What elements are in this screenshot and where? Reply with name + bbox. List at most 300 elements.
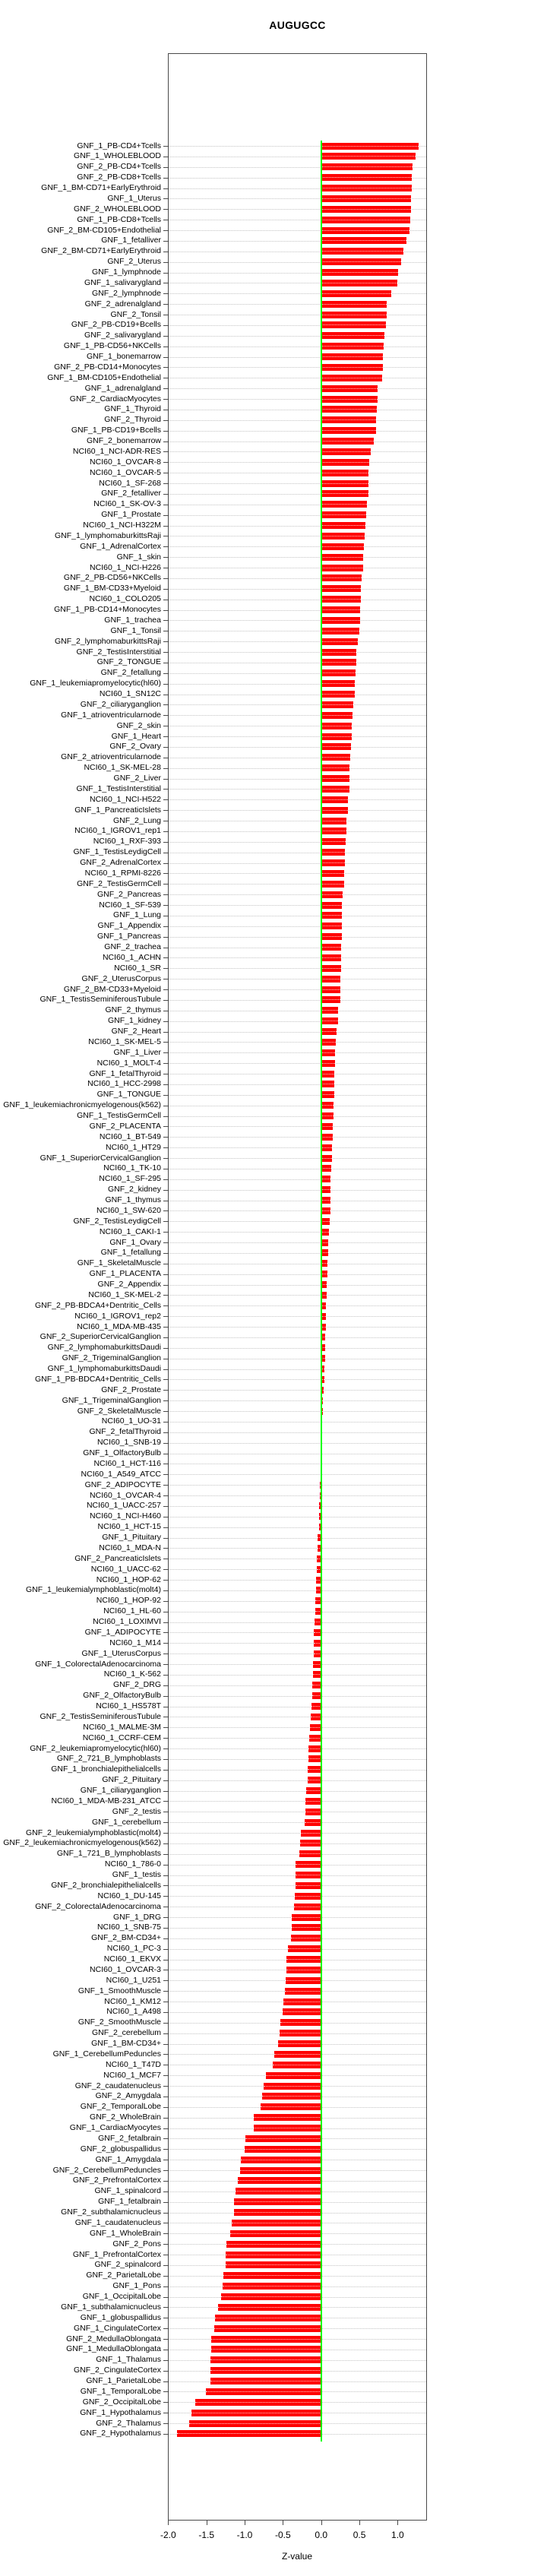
row-grid-line <box>169 1632 426 1633</box>
row-grid-line <box>169 1759 426 1760</box>
bar <box>221 2293 321 2300</box>
category-label: GNF_1_lymphomaburkittsRaji <box>54 530 161 540</box>
bar-grid-dots <box>321 1137 333 1138</box>
y-axis-tick <box>163 894 168 895</box>
bar-grid-dots <box>189 2423 321 2424</box>
bar <box>321 554 363 561</box>
bar <box>273 2062 321 2068</box>
bar <box>191 2410 321 2416</box>
y-axis-tick <box>163 462 168 463</box>
category-label: GNF_1_Pancreas <box>96 932 161 941</box>
row-grid-line <box>169 1369 426 1370</box>
y-axis-tick <box>163 810 168 811</box>
bar-grid-dots <box>274 2054 321 2055</box>
bar <box>305 1819 321 1826</box>
y-axis-tick <box>163 620 168 621</box>
y-axis-tick <box>163 1580 168 1581</box>
y-axis-tick <box>163 2170 168 2171</box>
row-grid-line <box>169 1095 426 1096</box>
bar-grid-dots <box>321 989 340 990</box>
bar <box>321 986 340 993</box>
y-axis-tick <box>163 1390 168 1391</box>
y-axis-tick <box>163 2297 168 2298</box>
bar <box>321 174 413 181</box>
bar-grid-dots <box>262 2096 321 2097</box>
category-label: GNF_2_adrenalgland <box>84 299 161 309</box>
row-grid-line <box>169 1305 426 1306</box>
bar-grid-dots <box>321 156 416 157</box>
category-label: NCI60_1_UACC-257 <box>86 1501 161 1511</box>
bar-grid-dots <box>321 493 368 494</box>
category-label: GNF_2_TestisInterstitial <box>76 647 161 657</box>
category-label: GNF_2_globuspallidus <box>80 2144 161 2154</box>
row-grid-line <box>169 905 426 906</box>
category-label: GNF_1_TestisInterstitial <box>76 783 161 793</box>
row-grid-line <box>169 1232 426 1233</box>
row-grid-line <box>169 884 426 885</box>
row-grid-line <box>169 1052 426 1053</box>
row-grid-line <box>169 1432 426 1433</box>
bar-grid-dots <box>321 399 378 400</box>
category-label: GNF_2_PB-CD14+Monocytes <box>54 362 161 372</box>
row-grid-line <box>169 1126 426 1127</box>
bar <box>321 807 348 814</box>
category-label: GNF_2_TemporalLobe <box>80 2102 161 2112</box>
category-label: GNF_1_lymphnode <box>91 267 161 277</box>
y-axis-tick <box>163 2118 168 2119</box>
y-axis-tick <box>163 178 168 179</box>
y-axis-tick <box>163 1242 168 1243</box>
bar <box>321 1186 330 1193</box>
y-axis-tick <box>163 2033 168 2034</box>
y-axis-tick <box>163 2202 168 2203</box>
bar <box>321 596 361 603</box>
row-grid-line <box>169 1316 426 1317</box>
row-grid-line <box>169 1843 426 1844</box>
row-grid-line <box>169 526 426 527</box>
bar <box>295 1893 321 1900</box>
row-grid-line <box>169 1801 426 1802</box>
bar <box>321 565 363 571</box>
category-label: GNF_2_bonemarrow <box>86 436 161 445</box>
bar-grid-dots <box>321 409 377 410</box>
bar <box>234 2209 321 2216</box>
category-label: GNF_1_CingulateCortex <box>74 2323 161 2333</box>
y-axis-tick <box>163 989 168 990</box>
bar <box>309 1735 321 1742</box>
y-axis-tick <box>163 188 168 189</box>
category-label: NCI60_1_SNB-19 <box>96 1438 161 1448</box>
category-label: GNF_1_Pituitary <box>102 1533 161 1543</box>
bar <box>321 669 356 676</box>
bar-grid-dots <box>321 968 341 969</box>
y-axis-tick <box>163 325 168 326</box>
bar-grid-dots <box>286 1980 321 1981</box>
x-axis-title: Z-value <box>281 2551 312 2562</box>
category-label: GNF_1_Ovary <box>109 1237 161 1247</box>
category-label: NCI60_1_SNB-75 <box>96 1923 161 1932</box>
category-label: GNF_1_fetalThyroid <box>89 1068 161 1078</box>
category-label: GNF_1_TemporalLobe <box>80 2386 161 2396</box>
y-axis-tick <box>163 1685 168 1686</box>
bar-grid-dots <box>321 852 345 853</box>
y-axis-tick <box>163 578 168 579</box>
category-label: NCI60_1_MDA-MB-435 <box>77 1321 161 1331</box>
bar <box>321 1071 334 1078</box>
category-label: GNF_2_PLACENTA <box>89 1121 161 1131</box>
category-label: GNF_2_Liver <box>113 774 161 783</box>
x-axis-tick <box>397 2521 398 2525</box>
bar <box>321 217 411 223</box>
bar <box>226 2252 321 2258</box>
bar <box>321 1271 327 1277</box>
category-label: GNF_1_kidney <box>107 1016 161 1026</box>
category-label: GNF_2_Prostate <box>101 1385 161 1394</box>
row-grid-line <box>169 546 426 547</box>
y-axis-tick <box>163 1042 168 1043</box>
category-label: GNF_1_BM-CD71+EarlyErythroid <box>41 183 161 192</box>
bar <box>306 1787 321 1794</box>
bar-grid-dots <box>321 261 402 262</box>
bar-grid-dots <box>321 1063 335 1064</box>
row-grid-line <box>169 1000 426 1001</box>
category-label: GNF_2_subthalamicnucleus <box>61 2207 161 2217</box>
y-axis-tick <box>163 1854 168 1855</box>
bar <box>321 1218 330 1225</box>
category-label: NCI60_1_COLO205 <box>89 594 161 604</box>
bar <box>223 2283 321 2290</box>
row-grid-line <box>169 1042 426 1043</box>
bar <box>241 2157 321 2163</box>
bar <box>292 1914 321 1921</box>
y-axis-tick <box>163 1632 168 1633</box>
bar-grid-dots <box>238 2180 321 2181</box>
bar-grid-dots <box>321 1031 337 1032</box>
bar-grid-dots <box>321 609 360 610</box>
bar <box>261 2103 321 2110</box>
bar <box>280 2030 321 2036</box>
y-axis-tick <box>163 557 168 558</box>
category-label: GNF_2_lymphomaburkittsRaji <box>54 636 161 646</box>
row-grid-line <box>169 1643 426 1644</box>
bar <box>321 321 387 328</box>
row-grid-line <box>169 367 426 368</box>
bar-grid-dots <box>321 778 349 779</box>
y-axis-tick <box>163 2434 168 2435</box>
bar-grid-dots <box>230 2233 321 2234</box>
category-label: GNF_1_DRG <box>112 1912 161 1922</box>
bar <box>210 2367 321 2374</box>
y-axis-tick <box>163 1032 168 1033</box>
y-axis-tick <box>163 1885 168 1886</box>
row-grid-line <box>169 1147 426 1148</box>
y-axis-tick <box>163 451 168 452</box>
category-label: NCI60_1_CCRF-CEM <box>82 1733 161 1742</box>
bar <box>321 459 369 466</box>
y-axis-tick <box>163 2402 168 2403</box>
row-grid-line <box>169 1601 426 1602</box>
bar <box>223 2272 321 2279</box>
bar <box>321 258 402 265</box>
bar-grid-dots <box>321 704 353 705</box>
bar-grid-dots <box>321 346 384 347</box>
bar-grid-dots <box>245 2138 321 2139</box>
category-label: NCI60_1_NCI-H322M <box>83 521 161 530</box>
bar <box>278 2040 321 2047</box>
bar <box>321 1176 330 1182</box>
category-label: GNF_1_721_B_lymphoblasts <box>56 1849 161 1859</box>
bar <box>240 2167 321 2174</box>
category-label: GNF_2_TrigeminalGanglion <box>62 1353 161 1363</box>
category-label: NCI60_1_SF-268 <box>99 478 161 488</box>
y-axis-tick <box>163 1527 168 1528</box>
x-tick-label: -1.5 <box>198 2530 215 2540</box>
bar <box>321 786 349 793</box>
row-grid-line <box>169 842 426 843</box>
row-grid-line <box>169 894 426 895</box>
bar <box>321 1239 328 1246</box>
category-label: GNF_2_BM-CD71+EarlyErythroid <box>41 246 161 256</box>
y-axis-tick <box>163 1759 168 1760</box>
bar-grid-dots <box>210 2370 321 2371</box>
bar-grid-dots <box>280 2022 321 2023</box>
category-label: NCI60_1_SF-539 <box>99 900 161 910</box>
bar-grid-dots <box>321 672 356 673</box>
bar <box>299 1850 321 1857</box>
y-axis-tick <box>163 1748 168 1749</box>
category-label: NCI60_1_NCI-H226 <box>90 562 161 572</box>
category-label: GNF_2_Amygdala <box>95 2091 161 2101</box>
category-label: GNF_2_leukemialymphoblastic(molt4) <box>26 1828 161 1837</box>
y-axis-tick <box>163 2075 168 2076</box>
row-grid-line <box>169 441 426 442</box>
row-grid-line <box>169 1685 426 1686</box>
y-axis-tick <box>163 2181 168 2182</box>
category-label: NCI60_1_UO-31 <box>101 1416 161 1426</box>
category-label: GNF_2_PB-CD19+Bcells <box>71 320 161 330</box>
category-label: GNF_1_Appendix <box>97 921 161 931</box>
y-axis-tick <box>163 831 168 832</box>
category-label: NCI60_1_SW-620 <box>96 1205 161 1215</box>
bar-grid-dots <box>292 1927 321 1928</box>
bar <box>321 659 356 666</box>
bar <box>321 227 410 234</box>
bar-grid-dots <box>210 2359 321 2360</box>
bar <box>321 543 364 550</box>
row-grid-line <box>169 1116 426 1117</box>
bar <box>321 638 358 645</box>
category-label: GNF_2_trachea <box>104 942 161 952</box>
bar <box>321 922 342 929</box>
bar <box>321 332 385 339</box>
bar-grid-dots <box>321 588 361 589</box>
y-axis-tick <box>163 441 168 442</box>
category-label: GNF_2_fetalliver <box>101 489 161 498</box>
bar <box>321 1060 335 1067</box>
category-label: GNF_2_fetalThyroid <box>89 1427 161 1437</box>
row-grid-line <box>169 873 426 874</box>
bar <box>321 163 413 170</box>
category-label: GNF_1_trachea <box>104 615 161 625</box>
category-label: GNF_2_spinalcord <box>94 2260 161 2270</box>
category-label: NCI60_1_OVCAR-8 <box>90 457 161 467</box>
y-axis-tick <box>163 884 168 885</box>
category-label: GNF_1_BM-CD33+Myeloid <box>63 584 161 593</box>
category-label: NCI60_1_HOP-92 <box>96 1596 161 1606</box>
bar <box>321 1260 327 1267</box>
y-axis-tick <box>163 1295 168 1296</box>
bar-grid-dots <box>278 2043 321 2044</box>
row-grid-line <box>169 1538 426 1539</box>
category-label: GNF_1_globuspallidus <box>80 2312 161 2322</box>
bar <box>283 2008 321 2015</box>
bar-grid-dots <box>321 177 413 178</box>
x-axis-tick <box>321 2521 322 2525</box>
bar-grid-dots <box>177 2433 321 2434</box>
bar <box>308 1755 321 1762</box>
y-axis-tick <box>163 2054 168 2055</box>
row-grid-line <box>169 1400 426 1401</box>
y-axis-tick <box>163 1221 168 1222</box>
category-label: GNF_1_fetalbrain <box>98 2197 161 2207</box>
category-label: GNF_2_WHOLEBLOOD <box>74 204 161 214</box>
bar <box>266 2072 321 2079</box>
bar-grid-dots <box>234 2212 321 2213</box>
bar <box>321 1091 334 1098</box>
y-axis-tick <box>163 1137 168 1138</box>
bar-grid-dots <box>305 1822 321 1823</box>
category-label: GNF_2_CingulateCortex <box>74 2366 161 2375</box>
category-label: NCI60_1_IGROV1_rep1 <box>74 826 161 836</box>
bar <box>321 1281 327 1288</box>
bar <box>321 933 342 940</box>
row-grid-line <box>169 926 426 927</box>
category-label: GNF_2_caudatenucleus <box>74 2081 161 2090</box>
bar-grid-dots <box>321 1158 332 1159</box>
y-axis-tick <box>163 1822 168 1823</box>
bar-grid-dots <box>321 652 356 653</box>
bar <box>321 838 346 845</box>
bar <box>321 406 377 413</box>
category-label: GNF_2_OccipitalLobe <box>82 2397 161 2407</box>
bar <box>321 353 384 360</box>
y-axis-tick <box>163 926 168 927</box>
y-axis-tick <box>163 2276 168 2277</box>
bar-grid-dots <box>321 1168 331 1169</box>
row-grid-line <box>169 1179 426 1180</box>
bar-grid-dots <box>321 514 366 515</box>
bar-grid-dots <box>321 715 353 716</box>
bar <box>321 416 376 423</box>
bar-grid-dots <box>321 462 369 463</box>
bar <box>321 480 368 487</box>
bar <box>321 237 407 244</box>
category-label: GNF_1_bonemarrow <box>86 352 161 361</box>
row-grid-line <box>169 462 426 463</box>
category-label: NCI60_1_HS578T <box>96 1701 161 1711</box>
category-label: GNF_2_Appendix <box>97 1280 161 1290</box>
category-label: GNF_2_PB-BDCA4+Dentritic_Cells <box>34 1300 161 1310</box>
bar <box>321 606 360 613</box>
category-label: NCI60_1_SK-OV-3 <box>93 499 161 509</box>
y-axis-tick <box>163 1928 168 1929</box>
row-grid-line <box>169 1580 426 1581</box>
bar-grid-dots <box>218 2307 321 2308</box>
bar <box>321 954 341 961</box>
y-axis-tick <box>163 1063 168 1064</box>
row-grid-line <box>169 937 426 938</box>
bar <box>291 1935 321 1941</box>
row-grid-line <box>169 1590 426 1591</box>
y-axis-tick <box>163 1865 168 1866</box>
category-label: GNF_1_Thyroid <box>104 404 161 414</box>
category-label: GNF_1_Amygdala <box>95 2154 161 2164</box>
bar <box>274 2051 321 2058</box>
y-axis-tick <box>163 357 168 358</box>
row-grid-line <box>169 1295 426 1296</box>
row-grid-line <box>169 768 426 769</box>
row-grid-line <box>169 483 426 484</box>
y-axis-tick <box>163 715 168 716</box>
y-axis-tick <box>163 2381 168 2382</box>
bar <box>215 2315 321 2321</box>
bar-grid-dots <box>321 1232 329 1233</box>
y-axis-tick <box>163 1875 168 1876</box>
category-label: GNF_1_fetallung <box>100 1248 161 1258</box>
category-label: GNF_1_PancreaticIslets <box>74 805 161 815</box>
category-label: NCI60_1_OVCAR-3 <box>90 1964 161 1974</box>
category-label: GNF_2_cerebellum <box>91 2028 161 2038</box>
row-grid-line <box>169 388 426 389</box>
bar-grid-dots <box>321 767 349 768</box>
y-axis-tick <box>163 230 168 231</box>
category-label: NCI60_1_IGROV1_rep2 <box>74 1311 161 1321</box>
bar <box>321 712 353 719</box>
bar-grid-dots <box>321 209 412 210</box>
bar <box>280 2019 321 2026</box>
bar <box>310 1724 321 1731</box>
category-label: GNF_2_UterusCorpus <box>81 973 161 983</box>
bar <box>321 364 384 371</box>
bar-grid-dots <box>321 240 407 241</box>
category-label: GNF_2_Pituitary <box>102 1775 161 1785</box>
row-grid-line <box>169 1527 426 1528</box>
row-grid-line <box>169 684 426 685</box>
bar <box>286 1967 321 1973</box>
category-label: GNF_1_Lung <box>112 910 161 920</box>
category-label: GNF_2_WholeBrain <box>90 2112 161 2122</box>
bar <box>210 2356 321 2363</box>
bar-grid-dots <box>321 1284 327 1285</box>
bar <box>321 1112 334 1119</box>
category-label: GNF_2_atrioventricularnode <box>61 752 161 762</box>
bar-grid-dots <box>321 430 376 431</box>
bar <box>321 743 351 750</box>
category-label: GNF_1_ColorectalAdenocarcinoma <box>35 1659 161 1669</box>
row-grid-line <box>169 1348 426 1349</box>
bar-grid-dots <box>321 947 341 948</box>
bar <box>177 2430 321 2437</box>
category-label: NCI60_1_HCT-116 <box>93 1458 161 1468</box>
category-label: NCI60_1_HCC-2998 <box>87 1079 161 1089</box>
y-axis-tick <box>163 1938 168 1939</box>
category-label: GNF_1_PB-CD56+NKCells <box>63 341 161 351</box>
category-label: GNF_2_OlfactoryBulb <box>83 1691 161 1701</box>
bar-grid-dots <box>321 1295 327 1296</box>
row-grid-line <box>169 1485 426 1486</box>
category-label: NCI60_1_MDA-MB-231_ATCC <box>51 1796 161 1805</box>
bar <box>238 2177 321 2184</box>
